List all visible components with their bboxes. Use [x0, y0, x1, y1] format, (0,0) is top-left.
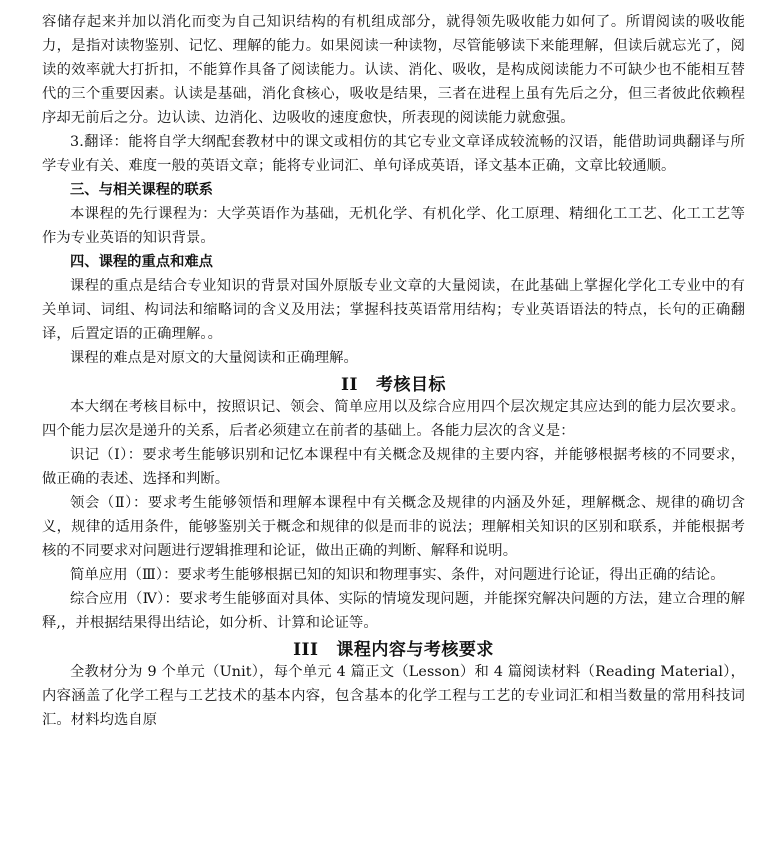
section-title-text: 考核目标	[375, 375, 446, 395]
heading-related-courses: 三、与相关课程的联系	[70, 182, 213, 198]
section-title-assessment-goals	[42, 370, 745, 395]
section-title-text: 课程内容与考核要求	[336, 640, 494, 660]
section-number: II	[341, 375, 358, 395]
paragraph-levels-intro: 本大纲在考核目标中，按照识记、领会、简单应用以及综合应用四个层次规定其应达到的能力层次要求。四个能力层次是递升的关系，后者必须建立在前者的基础上。各能力层次的含义是：	[42, 399, 745, 439]
section-number: III	[293, 640, 319, 660]
paragraph-translation: 3.翻译：能将自学大纲配套教材中的课文或相仿的其它专业文章译成较流畅的汉语，能借助词典翻译与所学专业有关、难度一般的英语文章；能将专业词汇、单句译成英语，译文基本正确，文章比较通顺。	[42, 134, 745, 174]
paragraph-level-memorize: 识记（Ⅰ）：要求考生能够识别和记忆本课程中有关概念及规律的主要内容，并能够根据考核的不同要求，做正确的表述、选择和判断。	[42, 447, 745, 487]
paragraph-course-content: 全教材分为 9 个单元（Unit），每个单元 4 篇正文（Lesson）和 4 篇阅读材料（Reading Material），内容涵盖了化学工程与工艺技术的基本内容，包含基本的化学工程与工艺的专业词汇和相当数量的常用科技词汇。材料均选自原	[42, 664, 745, 728]
paragraph-absorption: 容储存起来并加以消化而变为自己知识结构的有机组成部分，就得领先吸收能力如何了。所谓阅读的吸收能力，是指对读物鉴别、记忆、理解的能力。如果阅读一种读物，尽管能够读下来能理解，但读后就忘光了，阅读的效率就大打折扣，不能算作具备了阅读能力。认读、消化、吸收，是构成阅读能力不可缺少也不能相互替代的三个重要因素。认读是基础，消化食核心，吸收是结果，三者在进程上虽有先后之分，但三者彼此依赖程序却无前后之分。边认读、边消化、边吸收的速度愈快，所表现的阅读能力就愈强。	[42, 14, 745, 126]
paragraph-key-points: 课程的重点是结合专业知识的背景对国外原版专业文章的大量阅读，在此基础上掌握化学化工专业中的有关单词、词组、构词法和缩略词的含义及用法；掌握科技英语常用结构；专业英语语法的特点，长句的正确翻译，后置定语的正确理解。。	[42, 278, 745, 342]
paragraph-level-comprehensive-apply: 综合应用（Ⅳ）：要求考生能够面对具体、实际的情境发现问题，并能探究解决问题的方法，建立合理的解释,，并根据结果得出结论，如分析、计算和论证等。	[42, 591, 745, 631]
section-title-course-content	[42, 635, 745, 660]
heading-key-points: 四、课程的重点和难点	[70, 254, 213, 270]
paragraph-difficulty: 课程的难点是对原文的大量阅读和正确理解。	[70, 350, 358, 366]
paragraph-related-courses: 本课程的先行课程为：大学英语作为基础，无机化学、有机化学、化工原理、精细化工工艺、化工工艺等作为专业英语的知识背景。	[42, 206, 745, 246]
paragraph-level-comprehend: 领会（Ⅱ）：要求考生能够领悟和理解本课程中有关概念及规律的内涵及外延，理解概念、规律的确切含义，规律的适用条件，能够鉴别关于概念和规律的似是而非的说法；理解相关知识的区别和联系，并能根据考核的不同要求对问题进行逻辑推理和论证，做出正确的判断、解释和说明。	[42, 495, 745, 559]
paragraph-level-simple-apply: 简单应用（Ⅲ）：要求考生能够根据已知的知识和物理事实、条件，对问题进行论证，得出正确的结论。	[70, 567, 725, 583]
